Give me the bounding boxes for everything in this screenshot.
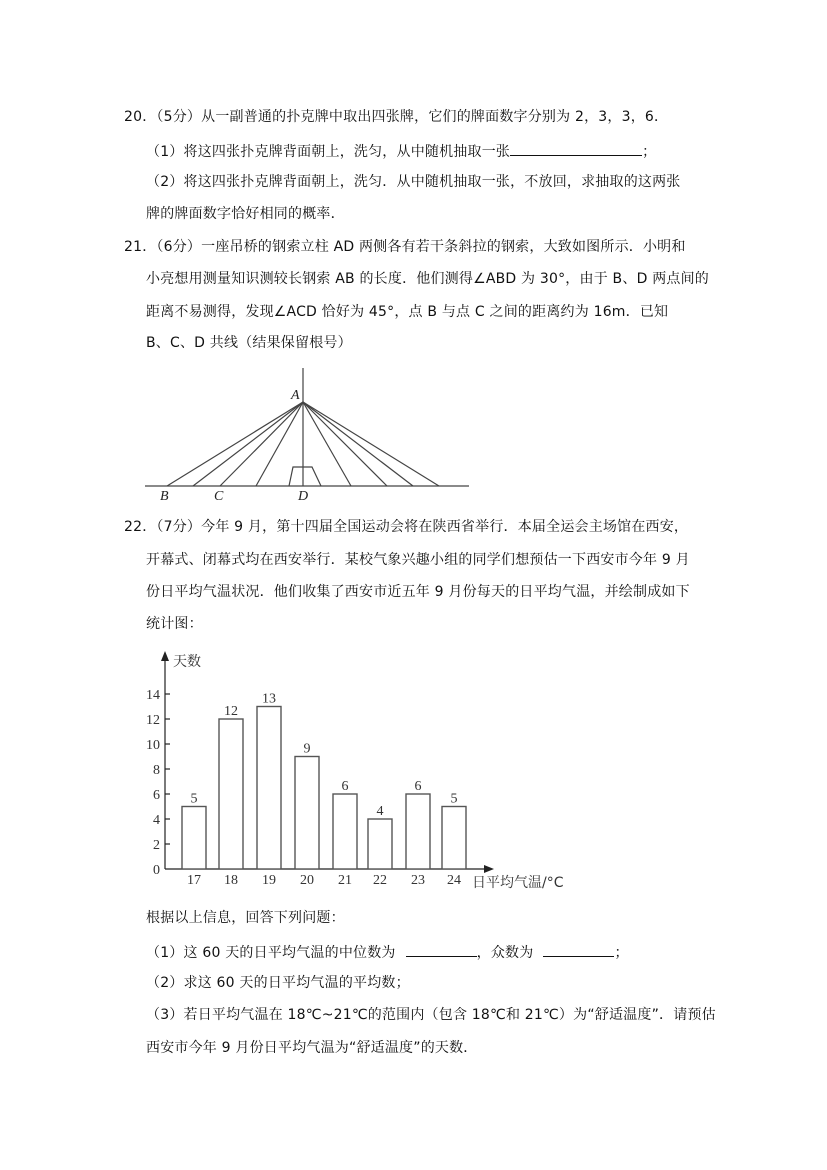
q22-line2: 开幕式、闭幕式均在西安举行．某校气象兴趣小组的同学们想预估一下西安市今年 9 月 bbox=[146, 552, 690, 568]
q20-part2-line2: 牌的牌面数字恰好相同的概率． bbox=[146, 206, 345, 222]
bar-value-label: 5 bbox=[450, 791, 458, 807]
bar bbox=[333, 794, 357, 869]
bar bbox=[368, 819, 392, 869]
y-tick-label: 14 bbox=[146, 688, 160, 703]
y-tick-label: 4 bbox=[153, 813, 160, 828]
bar-value-label: 4 bbox=[376, 804, 384, 819]
bar bbox=[406, 794, 430, 869]
x-axis-arrow-icon bbox=[484, 865, 494, 873]
q21-line1: 21．（6分）一座吊桥的钢索立柱 AD 两侧各有若干条斜拉的钢索，大致如图所示．小明和 bbox=[124, 239, 686, 255]
label-B: B bbox=[160, 489, 169, 504]
q22-sub1 bbox=[146, 942, 629, 962]
y-tick-label: 0 bbox=[153, 863, 160, 878]
x-tick-label: 20 bbox=[300, 873, 314, 888]
q20-header: 20．（5分）从一副普通的扑克牌中取出四张牌，它们的牌面数字分别为 2，3，3，6． bbox=[124, 109, 669, 125]
q22-sub1-text-b: ，众数为 bbox=[476, 945, 534, 961]
q22-sub1-text-c: ； bbox=[614, 945, 629, 961]
x-tick-label: 17 bbox=[187, 873, 201, 888]
label-C: C bbox=[214, 489, 224, 504]
q21-line3: 距离不易测得，发现∠ACD 恰好为 45°，点 B 与点 C 之间的距离约为 16m．已知 bbox=[146, 304, 669, 320]
x-tick-label: 21 bbox=[338, 873, 352, 888]
bar-value-label: 6 bbox=[414, 779, 422, 794]
q22-sub2: （2）求这 60 天的日平均气温的平均数； bbox=[146, 975, 410, 991]
q22-sub3-line1: （3）若日平均气温在 18℃~21℃的范围内（包含 18℃和 21℃）为“舒适温度”．请预估 bbox=[146, 1007, 716, 1023]
x-tick-label: 18 bbox=[224, 873, 238, 888]
y-tick-label: 12 bbox=[146, 713, 160, 728]
label-D: D bbox=[298, 489, 309, 504]
q21-line4: B、C、D 共线（结果保留根号） bbox=[146, 335, 352, 351]
median-answer-blank[interactable] bbox=[406, 942, 477, 957]
q22-after-chart: 根据以上信息，回答下列问题： bbox=[146, 910, 345, 926]
q22-line3: 份日平均气温状况．他们收集了西安市近五年 9 月份每天的日平均气温，并绘制成如下 bbox=[146, 584, 690, 600]
q20-part2-line1: （2）将这四张扑克牌背面朝上，洗匀．从中随机抽取一张，不放回，求抽取的这两张 bbox=[146, 174, 681, 190]
bar bbox=[442, 807, 466, 870]
bar-value-label: 6 bbox=[341, 779, 349, 794]
q22-line4: 统计图： bbox=[146, 616, 203, 632]
x-tick-label: 24 bbox=[447, 873, 461, 888]
bar bbox=[295, 757, 319, 870]
x-tick-label: 23 bbox=[411, 873, 425, 888]
q20-part1-text: （1）将这四张扑克牌背面朝上，洗匀，从中随机抽取一张 bbox=[146, 144, 511, 160]
x-axis-label: 日平均气温/°C bbox=[472, 875, 564, 891]
q22-sub3-line2: 西安市今年 9 月份日平均气温为“舒适温度”的天数． bbox=[146, 1040, 478, 1056]
bar-value-label: 5 bbox=[190, 791, 198, 807]
x-tick-label: 19 bbox=[262, 873, 276, 888]
q22-sub1-text-a: （1）这 60 天的日平均气温的中位数为 bbox=[146, 945, 396, 961]
y-tick-label: 8 bbox=[153, 763, 160, 778]
bar-value-label: 13 bbox=[262, 691, 276, 707]
y-tick-label: 2 bbox=[153, 838, 160, 853]
bar-value-label: 9 bbox=[303, 741, 311, 757]
label-A: A bbox=[291, 388, 300, 403]
y-tick-label: 10 bbox=[146, 738, 160, 753]
x-tick-label: 22 bbox=[373, 873, 387, 888]
bar bbox=[182, 807, 206, 870]
y-tick-label: 6 bbox=[153, 788, 160, 803]
bar bbox=[257, 707, 281, 870]
q20-part1-end: ； bbox=[642, 144, 657, 160]
y-axis-arrow-icon bbox=[161, 651, 169, 661]
mode-answer-blank[interactable] bbox=[543, 942, 614, 957]
bar-value-label: 12 bbox=[224, 704, 238, 719]
bar bbox=[219, 719, 243, 869]
q21-line2: 小亮想用测量知识测较长钢索 AB 的长度．他们测得∠ABD 为 30°，由于 B、D 两点间的 bbox=[146, 271, 709, 287]
y-axis-label: 天数 bbox=[173, 654, 201, 670]
q22-line1: 22．（7分）今年 9 月，第十四届全国运动会将在陕西省举行．本届全运会主场馆在西安， bbox=[124, 519, 689, 535]
